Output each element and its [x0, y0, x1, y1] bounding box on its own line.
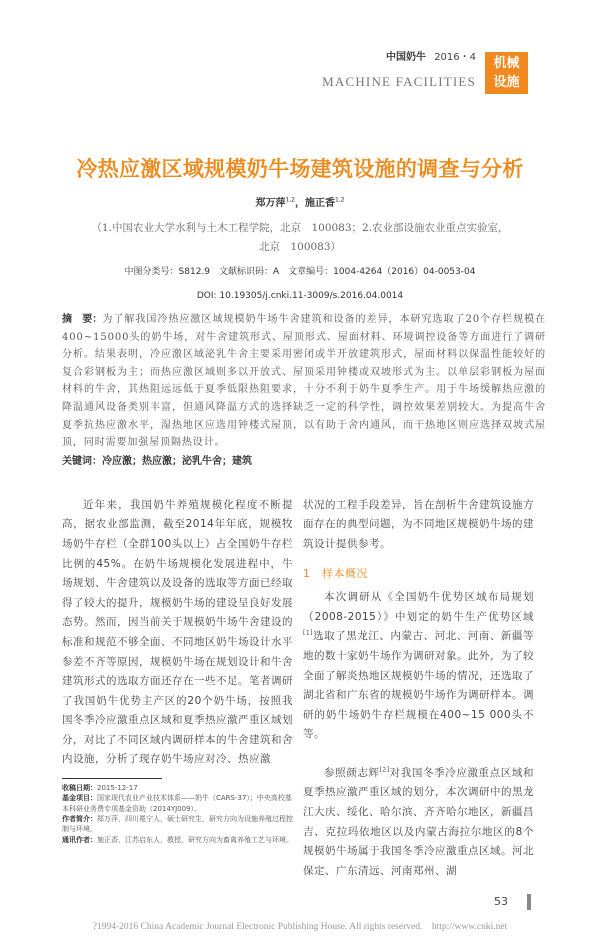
page-marker-bar — [527, 894, 531, 910]
footnote-text: 2015-12-17 — [97, 784, 138, 793]
doi: DOI: 10.19305/j.cnki.11-3009/s.2016.04.0014 — [196, 291, 404, 301]
footnote — [62, 793, 293, 814]
abstract-text: 为了解我国冷热应激区域规模奶牛场牛舍建筑和设备的差异，本研究选取了20个存栏规模在400~15000头的奶牛场，对牛舍建筑形式、屋顶形式、屋面材料、环境调控设备等方面进行了调研分析。结果表明，冷应激区域泌乳牛舍主要采用密闭或半开放建筑形式，屋面材料以保温性能较好的复合彩钢板为主；而热应激区域则多以开放式、屋顶采用钟楼或双坡形式为主。以单层彩钢板为屋面材料的牛舍，其热阻远远低于夏季低限热阻要求，十分不利于奶牛夏季生产。用于牛场缓解热应激的降温通风设备类别丰富，但通风降温方式的选择缺乏一定的科学性，调控效果差别较大。为提高牛舍夏季抗热应激水平，湿热地区应选用钟楼式屋顶，以有助于舍内通风，而干热地区则应选择双坡式屋顶，同时需要加强屋顶隔热设计。 — [62, 314, 547, 449]
text: 对我国冬季冷应激重点区域和夏季热应激严重区域的划分，本次调研中的黑龙江大庆、绥化、哈尔滨、齐齐哈尔地区，新疆昌吉、克拉玛依地区以及内蒙古海拉尔地区的8个规模奶牛场属于我国冬季冷应激重点区域。河北保定、广东清远、河南郑州、湖 — [303, 766, 535, 877]
footnote-text: 施正香，江苏启东人，教授，研究方向为畜禽养殖工艺与环境。 — [97, 835, 293, 844]
affiliation-line: 北京 100083） — [258, 241, 342, 253]
paper-title: 冷热应激区域规模奶牛场建筑设施的调查与分析 — [76, 157, 524, 181]
paragraph: 近年来，我国奶牛养殖规模化程度不断提高，据农业部监测，截至2014年年底，规模牧场奶牛存栏（全群100头以上）占全国奶牛存栏比例的45%。在奶牛场规模化发展进程中，牛场规划、牛舍建筑以及设备的选取等方面已经取得了较大的提升，规模奶牛场的建设呈良好发展态势。然而，因当前关于规模奶牛场牛舍建设的标准和规范不够全面、不同地区奶牛场设计水平参差不齐等原因，规模奶牛场在规划设计和牛舍建筑形式的选取方面还存在一些不足。笔者调研了我国奶牛优势主产区的20个奶牛场，按照我国冬季冷应激重点区域和夏季热应激严重区域划分，对比了不同区域内调研样本的牛舍建筑和舍内设施，分析了现存奶牛场应对冷、热应激 — [62, 498, 293, 766]
footnote-text: 郑万萍，四川冕宁人，硕士研究生，研究方向为设施养殖过程控制与环境。 — [62, 814, 293, 834]
abstract-label: 摘 要： — [62, 314, 103, 325]
author-separator: ， — [295, 198, 305, 209]
author-name: 郑万萍 — [255, 198, 286, 209]
footnote-label: 作者简介： — [62, 814, 97, 823]
footnotes — [62, 783, 293, 845]
author-affil: 1,2 — [285, 196, 295, 204]
citation[interactable]: [2] — [379, 766, 390, 774]
paragraph — [303, 588, 534, 745]
journal-logo: 中国奶牛 — [386, 52, 426, 63]
section-badge — [485, 52, 528, 94]
author-name: 施正香 — [305, 198, 335, 209]
keywords: 关键词：冷应激；热应激；泌乳牛舍；建筑 — [62, 455, 252, 467]
paragraph: 状况的工程手段差异，旨在剖析牛舍建筑设施方面存在的典型问题，为不同地区规模奶牛场的建筑设计提供参考。 — [303, 498, 534, 550]
issue-number: 2016・4 — [434, 52, 476, 63]
paragraph — [303, 764, 534, 882]
footnote — [62, 814, 293, 835]
page-footer — [0, 891, 600, 951]
page-number: 53 — [494, 895, 508, 909]
footnote-label: 基金项目： — [62, 794, 97, 803]
right-column — [303, 496, 534, 882]
footnote-text: 国家现代农业产业技术体系——奶牛（CARS-37）；中央高校基本科研业务费专项基金资助（2014YJ009）。 — [62, 794, 292, 813]
section-badge-line: 设施 — [493, 75, 520, 90]
citation[interactable]: [1] — [303, 629, 313, 637]
author-affil: 1,2 — [335, 196, 345, 204]
footnote-label: 收稿日期： — [62, 784, 97, 793]
page-header — [0, 0, 600, 100]
affiliations — [0, 219, 600, 257]
left-column — [62, 496, 293, 882]
footnote — [62, 835, 293, 845]
affiliation-line: （1.中国农业大学水利与土木工程学院，北京 100083；2.农业部设施农业重点实验室， — [91, 222, 509, 234]
authors — [0, 197, 600, 211]
copyright-notice: ?1994-2016 China Academic Journal Electronic Publishing House. All rights reserved. http://www.cnki.net — [92, 922, 508, 933]
footnote-divider — [62, 778, 162, 779]
text: 参照颜志辉 — [324, 766, 380, 779]
body-columns — [62, 496, 534, 882]
text: 本次调研从《全国奶牛优势区域布局规划（2008-2015）》中划定的奶牛生产优势区域 — [303, 591, 534, 623]
footnote-label: 通讯作者： — [62, 835, 97, 844]
section-name-en: MACHINE FACILITIES — [322, 74, 476, 89]
classification-info: 中图分类号：S812.9 文献标识码：A 文章编号：1004-4264（2016）04-0053-04 — [124, 267, 476, 277]
section-badge-line: 机械 — [493, 56, 520, 71]
text: 选取了黑龙江、内蒙古、河北、河南、新疆等地的数十家奶牛场作为调研对象。此外，为了较全面了解炎热地区规模奶牛场的情况，还选取了湖北省和广东省的规模奶牛场作为调研样本。调研的奶牛场奶牛存栏规模在400~15 000头不等。 — [303, 630, 534, 741]
section-heading: 1 样本概况 — [303, 566, 368, 580]
abstract — [62, 311, 546, 452]
footnote — [62, 783, 293, 793]
